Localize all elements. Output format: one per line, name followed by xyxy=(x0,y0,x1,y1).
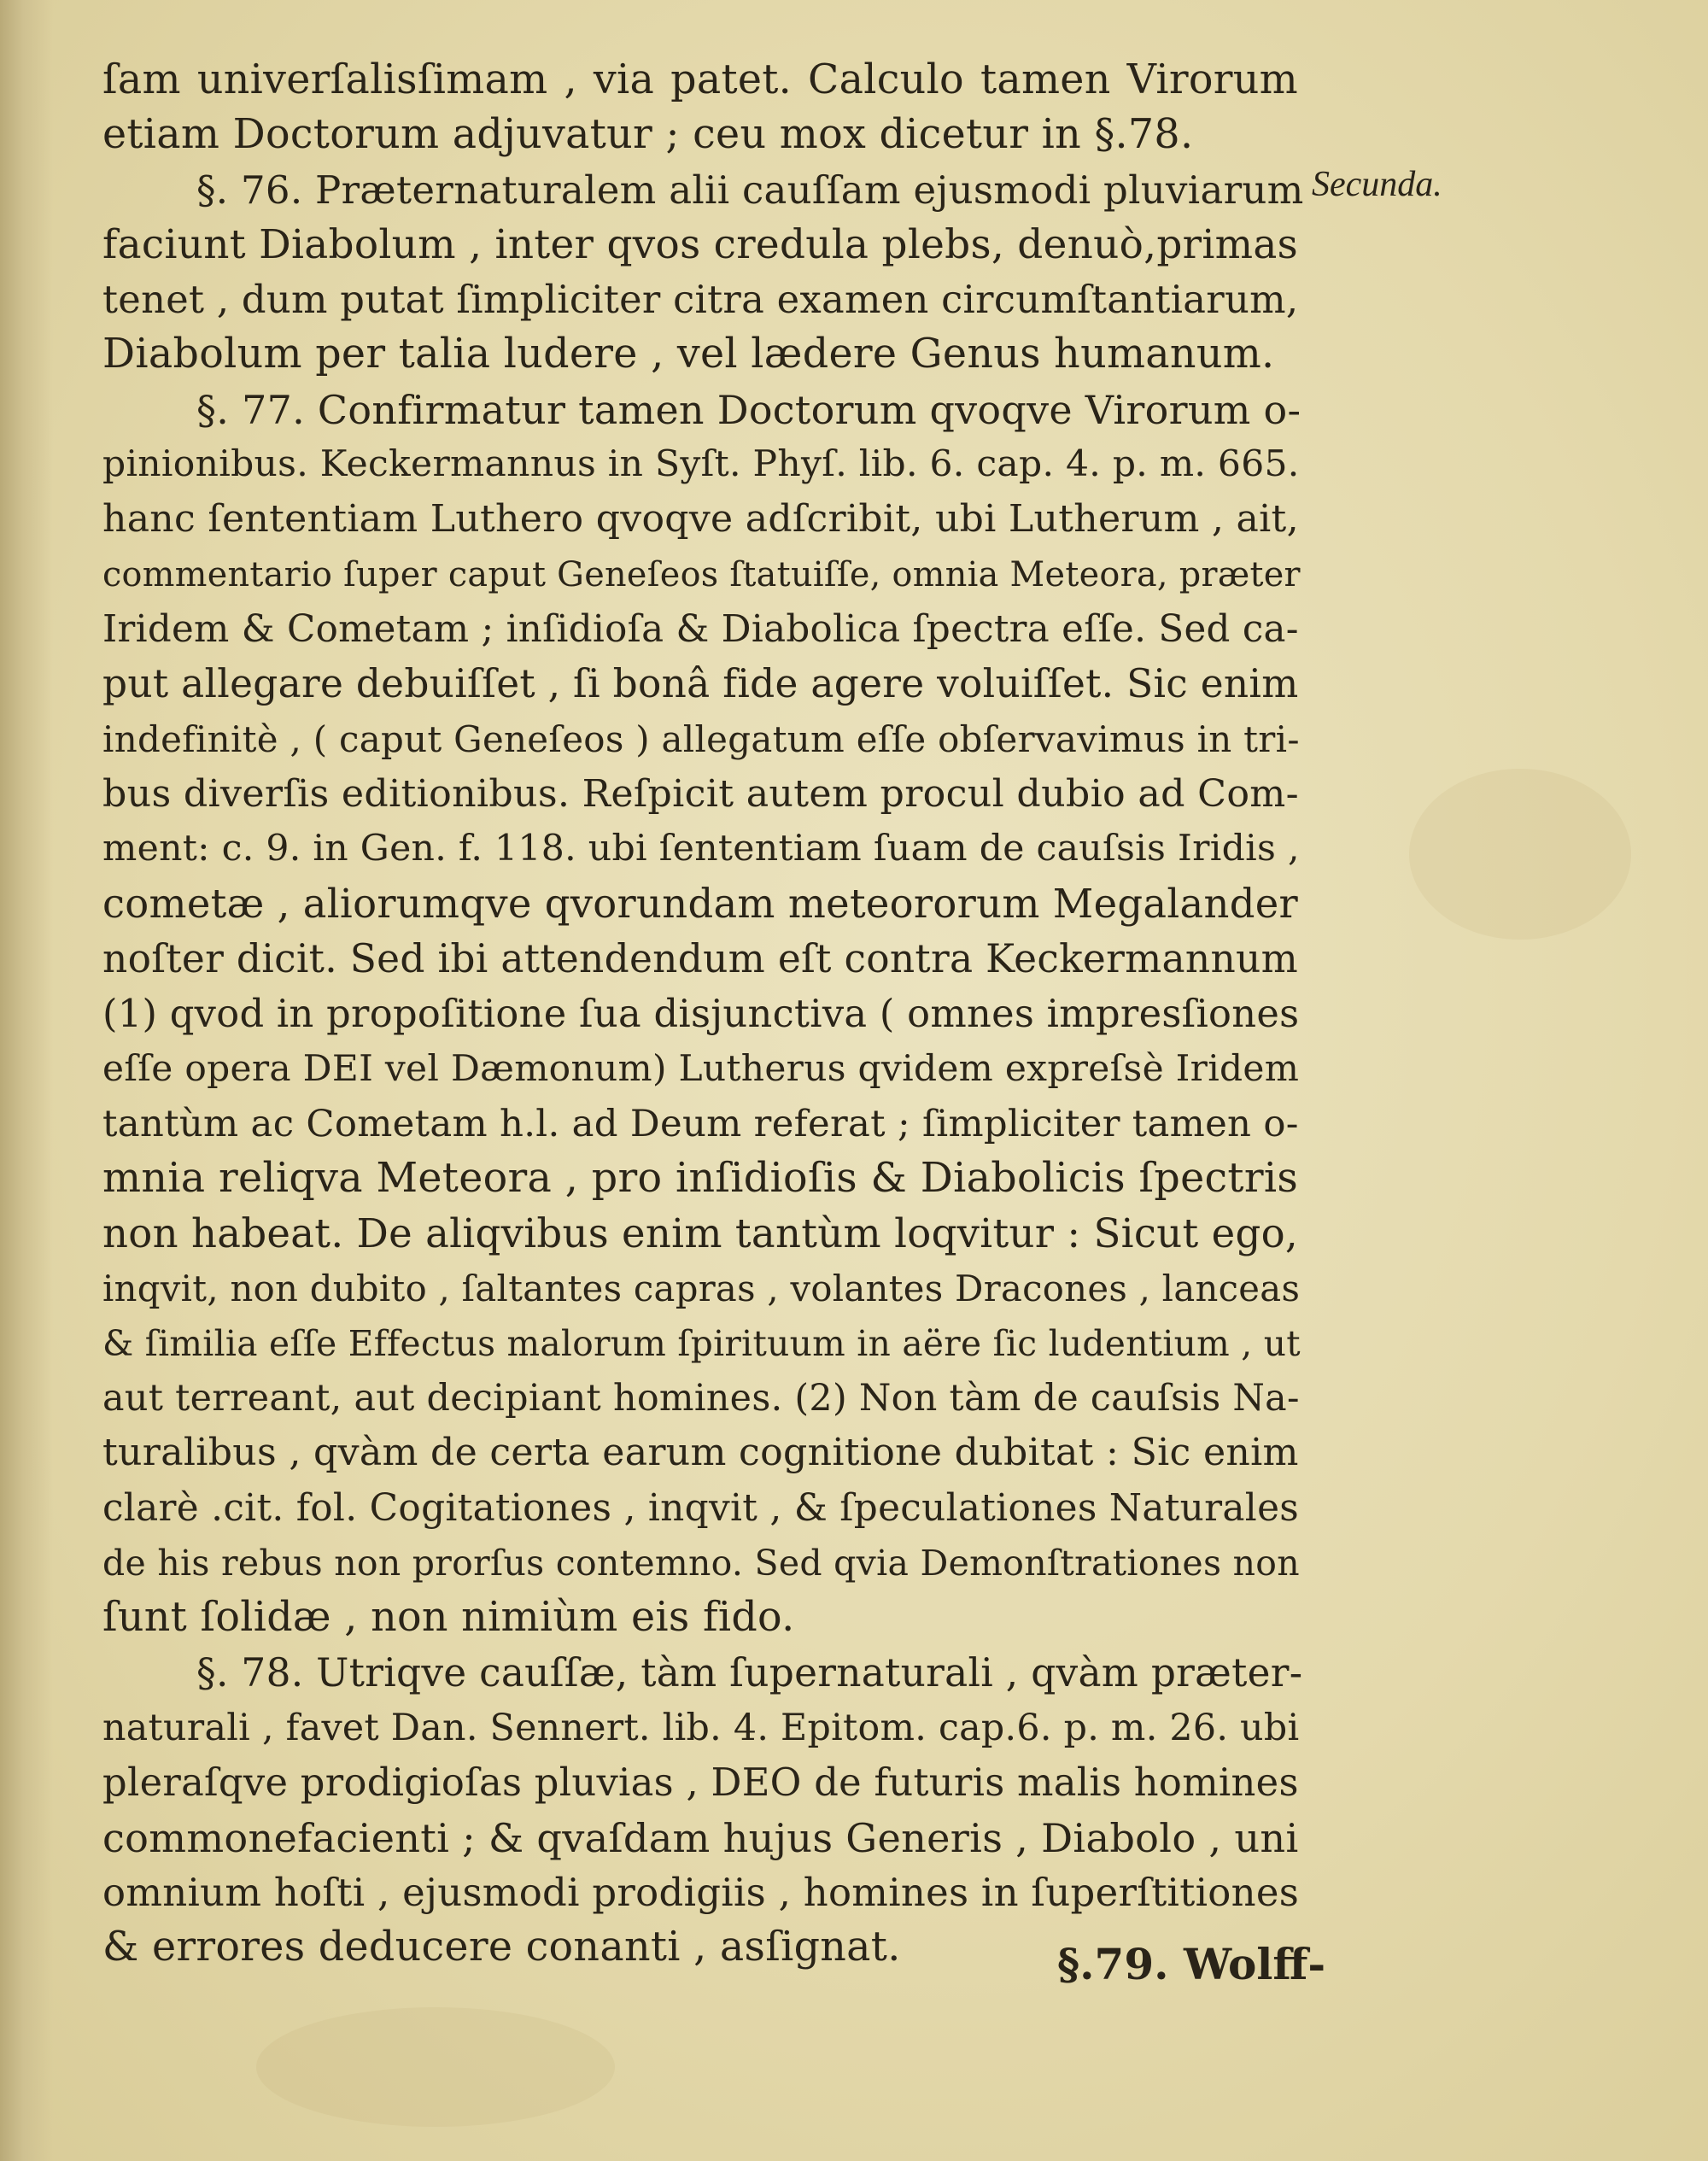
text-line: faciunt Diabolum , inter qvos credula plebs, denuò,primas xyxy=(102,220,1298,268)
text-line: & ſimilia eſſe Effectus malorum ſpirituum in aëre ſic ludentium , ut xyxy=(102,1322,1301,1364)
text-line: pleraſqve prodigioſas pluvias , DEO de futuris malis homines xyxy=(102,1760,1299,1806)
paper-stain xyxy=(1409,769,1631,940)
text-line: mnia reliqva Meteora , pro inſidioſis & Diabolicis ſpectris xyxy=(102,1154,1298,1202)
text-line: ſunt ſolidæ , non nimiùm eis fido. xyxy=(102,1594,795,1642)
text-line: tenet , dum putat ſimpliciter citra examen circumſtantiarum, xyxy=(102,277,1299,323)
text-line: indefinitè , ( caput Geneſeos ) allegatum eſſe obſervavimus in tri- xyxy=(102,717,1300,760)
text-line: §. 78. Utriqve cauſſæ, tàm ſupernaturali , qvàm præter- xyxy=(196,1649,1303,1695)
text-line: pinionibus. Keckermannus in Syſt. Phyſ. lib. 6. cap. 4. p. m. 665. xyxy=(102,443,1300,486)
text-line: §. 76. Præternaturalem alii cauſſam ejusmodi pluviarum xyxy=(196,167,1304,213)
text-line: clarè .cit. fol. Cogitationes , inqvit , & ſpeculationes Naturales xyxy=(102,1485,1300,1530)
text-line: (1) qvod in propoſitione ſua disjunctiva ( omnes impresſiones xyxy=(102,991,1300,1037)
text-line: commonefacienti ; & qvaſdam hujus Generis , Diabolo , uni xyxy=(102,1814,1299,1861)
margin-note: Secunda. xyxy=(1312,165,1442,204)
text-line: noſter dicit. Sed ibi attendendum eſt contra Keckermannum xyxy=(102,935,1298,981)
text-line: hanc ſententiam Luthero qvoqve adſcribit, ubi Lutherum , ait, xyxy=(102,497,1299,542)
text-line: de his rebus non prorſus contemno. Sed qvia Demonſtrationes non xyxy=(102,1543,1300,1584)
text-line: put allegare debuiſſet , ſi bonâ fide agere voluiſſet. Sic enim xyxy=(102,661,1299,707)
text-line: commentario ſuper caput Geneſeos ſtatuiſſe, omnia Meteora, præter xyxy=(102,554,1301,594)
main-text-block xyxy=(102,53,1304,1975)
paper-stain xyxy=(256,2007,615,2127)
catchword: §.79. Wolff- xyxy=(1057,1939,1326,1989)
text-line: eſſe opera DEI vel Dæmonum) Lutherus qvidem expreſsè Iridem xyxy=(102,1047,1300,1090)
text-line: inqvit, non dubito , ſaltantes capras , volantes Dracones , lanceas xyxy=(102,1267,1301,1309)
text-line: omnium hoſti , ejusmodi prodigiis , homines in ſuperſtitiones xyxy=(102,1869,1300,1915)
page-binding-edge xyxy=(0,0,53,2161)
text-line: ment: c. 9. in Gen. f. 118. ubi ſententiam ſuam de cauſsis Iridis , xyxy=(102,828,1300,870)
text-line: Iridem & Cometam ; inſidioſa & Diabolica ſpectra eſſe. Sed ca- xyxy=(102,607,1299,651)
text-line: bus diverſis editionibus. Reſpicit autem procul dubio ad Com- xyxy=(102,771,1299,816)
text-line: §. 77. Confirmatur tamen Doctorum qvoqve Virorum o- xyxy=(196,386,1301,433)
text-line: naturali , favet Dan. Sennert. lib. 4. Epitom. cap.6. p. m. 26. ubi xyxy=(102,1706,1300,1749)
text-line: non habeat. De aliqvibus enim tantùm loqvitur : Sicut ego, xyxy=(102,1210,1298,1257)
text-line: turalibus , qvàm de certa earum cognitione dubitat : Sic enim xyxy=(102,1431,1299,1475)
text-line: etiam Doctorum adjuvatur ; ceu mox dicetur in §.78. xyxy=(102,111,1194,159)
text-line: ſam univerſalisſimam , via patet. Calculo tamen Virorum xyxy=(102,56,1298,103)
text-line: cometæ , aliorumqve qvorundam meteororum Megalander xyxy=(102,881,1298,928)
text-line: & errores deducere conanti , asſignat. xyxy=(102,1924,901,1971)
text-line: Diabolum per talia ludere , vel lædere Genus humanum. xyxy=(102,331,1275,378)
text-line: tantùm ac Cometam h.l. ad Deum referat ; ſimpliciter tamen o- xyxy=(102,1102,1299,1145)
text-line: aut terreant, aut decipiant homines. (2) Non tàm de cauſsis Na- xyxy=(102,1377,1300,1420)
